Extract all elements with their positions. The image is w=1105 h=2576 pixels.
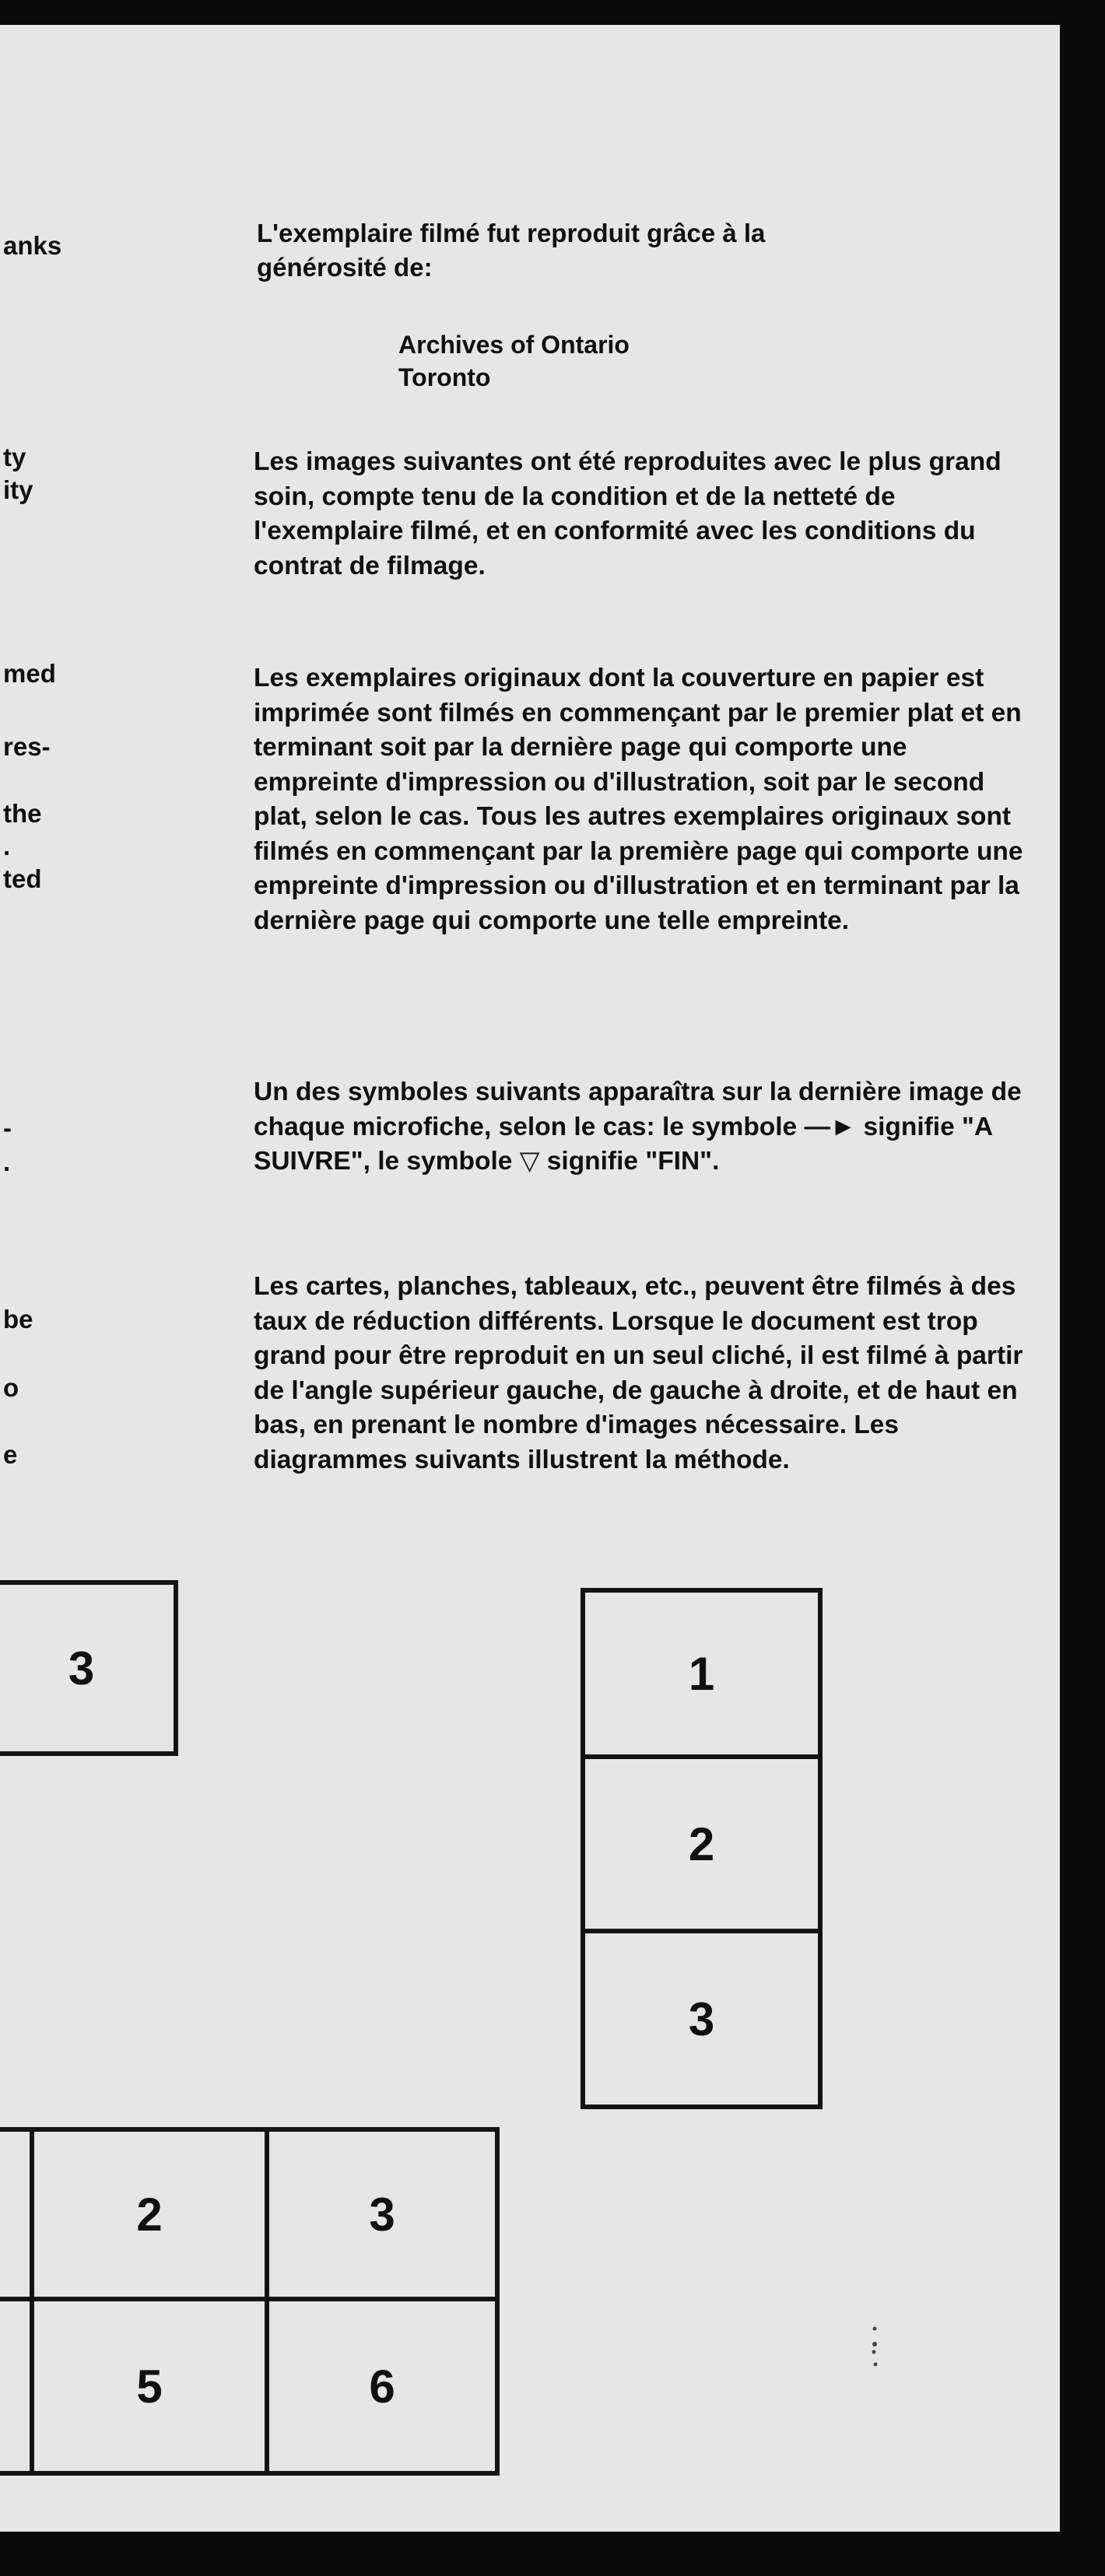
diagram-number: 3 bbox=[688, 1992, 715, 2045]
diagram-number: 5 bbox=[136, 2360, 163, 2413]
diagram-number: 6 bbox=[369, 2360, 395, 2413]
left-fragment: . bbox=[3, 832, 11, 860]
paragraph-care: Les images suivantes ont été reproduites avec le plus grand soin, compte tenu de la condition et de la netteté de l'exemplaire filmé, et en conformité avec les conditions du contrat de filmage. bbox=[254, 447, 1002, 580]
diagram-number: 3 bbox=[68, 1642, 95, 1695]
diagram-number: 3 bbox=[369, 2188, 395, 2241]
intro-line: L'exemplaire filmé fut reproduit grâce à la bbox=[257, 219, 766, 247]
left-fragment: e bbox=[3, 1440, 18, 1469]
intro-line: générosité de: bbox=[257, 253, 433, 282]
left-fragment: ty bbox=[3, 443, 26, 471]
left-fragment: ted bbox=[3, 864, 42, 893]
paragraph-maps: Les cartes, planches, tableaux, etc., peuvent être filmés à des taux de réduction différents. Lorsque le document est trop grand pour être reproduit en un seul cliché, il est filmé à partir de l'angle supérieur gauche, de gauche à droite, et de haut en bas, en prenant le nombre d'images nécessaire. Les diagrammes suivants illustrent la méthode. bbox=[254, 1272, 1023, 1474]
archive-city: Toronto bbox=[398, 363, 491, 391]
archive-block bbox=[398, 328, 630, 394]
left-fragment: . bbox=[3, 1148, 11, 1176]
left-fragment: the bbox=[3, 799, 42, 828]
intro-text bbox=[257, 216, 1019, 285]
left-fragment: med bbox=[3, 659, 56, 688]
left-fragment: res- bbox=[3, 732, 51, 761]
left-fragment: - bbox=[3, 1113, 12, 1142]
left-fragment: o bbox=[3, 1373, 19, 1402]
diagram-number: 1 bbox=[688, 1647, 715, 1700]
paragraph-symbols: Un des symboles suivants apparaîtra sur la dernière image de chaque microfiche, selon le cas: le symbole —► signifie "A SUIVRE", le symbole ▽ signifie "FIN". bbox=[254, 1078, 1022, 1176]
diagram-vertical-cell-1 bbox=[581, 1588, 823, 1759]
diagram-vertical-cell-3 bbox=[581, 1929, 823, 2109]
scan-specks bbox=[870, 2324, 879, 2371]
left-fragment: anks bbox=[3, 231, 62, 260]
diagram-grid-cell-5 bbox=[30, 2297, 269, 2476]
diagram-number: 2 bbox=[136, 2188, 163, 2241]
paragraph-originals: Les exemplaires originaux dont la couverture en papier est imprimée sont filmés en commençant par le premier plat et en terminant soit par la dernière page qui comporte une empreinte d'impression ou d'illustration, soit par le second plat, selon le cas. Tous les autres exemplaires originaux sont filmés en commençant par la première page qui comporte une empreinte d'impression ou d'illustration et en terminant par la dernière page qui comporte une telle empreinte. bbox=[254, 664, 1023, 935]
archive-name: Archives of Ontario bbox=[398, 331, 630, 359]
diagram-number: 2 bbox=[688, 1817, 715, 1870]
scanned-page bbox=[0, 25, 1060, 2532]
speck-icon bbox=[870, 2324, 879, 2371]
diagram-vertical-cell-2 bbox=[581, 1754, 823, 1933]
diagram-grid-cell-6 bbox=[265, 2297, 500, 2476]
diagram-partial-box bbox=[0, 1580, 178, 1756]
diagram-grid-cell-2 bbox=[30, 2127, 269, 2301]
left-fragment: ity bbox=[3, 475, 33, 504]
left-fragment: be bbox=[3, 1305, 33, 1334]
diagram-grid-cell-3 bbox=[265, 2127, 500, 2301]
